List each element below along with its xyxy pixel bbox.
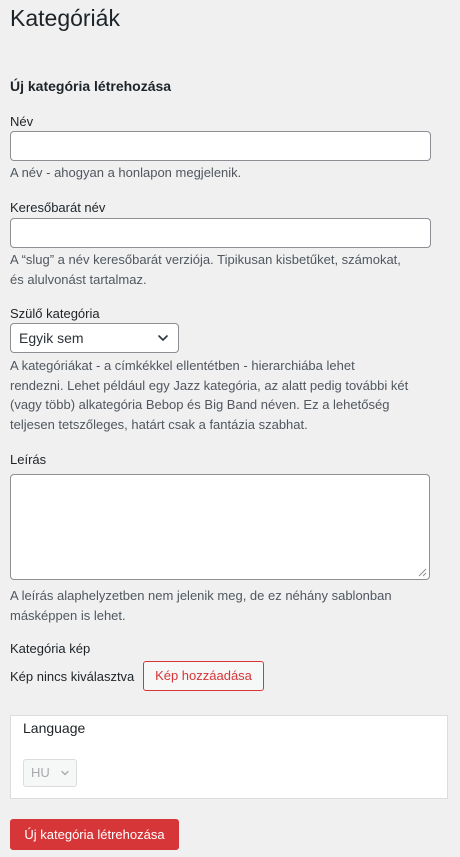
parent-category-selected: Egyik sem (19, 330, 84, 346)
language-box (10, 715, 448, 799)
chevron-down-icon (60, 768, 70, 778)
language-title: Language (23, 720, 86, 736)
form-heading: Új kategória létrehozása (10, 78, 172, 94)
slug-description-line: és alulvonást tartalmaz. (10, 271, 147, 287)
language-select[interactable] (23, 759, 77, 787)
description-textarea[interactable] (10, 474, 430, 580)
add-image-button[interactable]: Kép hozzáadása (143, 661, 264, 691)
description-label: Leírás (10, 452, 47, 467)
parent-category-description (10, 356, 442, 434)
language-selected: HU (31, 765, 50, 780)
slug-label: Keresőbarát név (10, 200, 106, 215)
parent-category-label: Szülő kategória (10, 306, 100, 321)
resize-grip-icon[interactable] (418, 568, 427, 577)
parent-description-line: (vagy több) alkategória Bebop és Big Band néven. Ez a lehetőség (10, 397, 390, 412)
name-input[interactable] (10, 131, 431, 161)
image-status: Kép nincs kiválasztva (10, 669, 135, 684)
description-help-line: A leírás alaphelyzetben nem jelenik meg, de ez néhány sablonban (10, 588, 392, 603)
name-description: A név - ahogyan a honlapon megjelenik. (10, 165, 242, 180)
parent-description-line: rendezni. Lehet például egy Jazz kategória, az alatt pedig további két (10, 377, 409, 393)
page-title: Kategóriák (10, 5, 120, 31)
category-image-label: Kategória kép (10, 641, 91, 656)
parent-description-line: A kategóriákat - a címkékkel ellentétben - hierarchiába lehet (10, 358, 355, 373)
description-help-line: másképpen is lehet. (10, 607, 126, 623)
slug-input[interactable] (10, 218, 431, 248)
submit-button[interactable]: Új kategória létrehozása (10, 819, 179, 850)
slug-description-line: A “slug” a név keresőbarát verziója. Tipikusan kisbetűket, számokat, (10, 252, 401, 267)
parent-category-select[interactable] (10, 323, 179, 353)
name-label: Név (10, 114, 34, 129)
parent-description-line: teljesen tetszőleges, határt csak a fantázia szabhat. (10, 416, 308, 432)
slug-description (10, 250, 442, 289)
chevron-down-icon (157, 332, 169, 344)
description-help (10, 586, 442, 625)
